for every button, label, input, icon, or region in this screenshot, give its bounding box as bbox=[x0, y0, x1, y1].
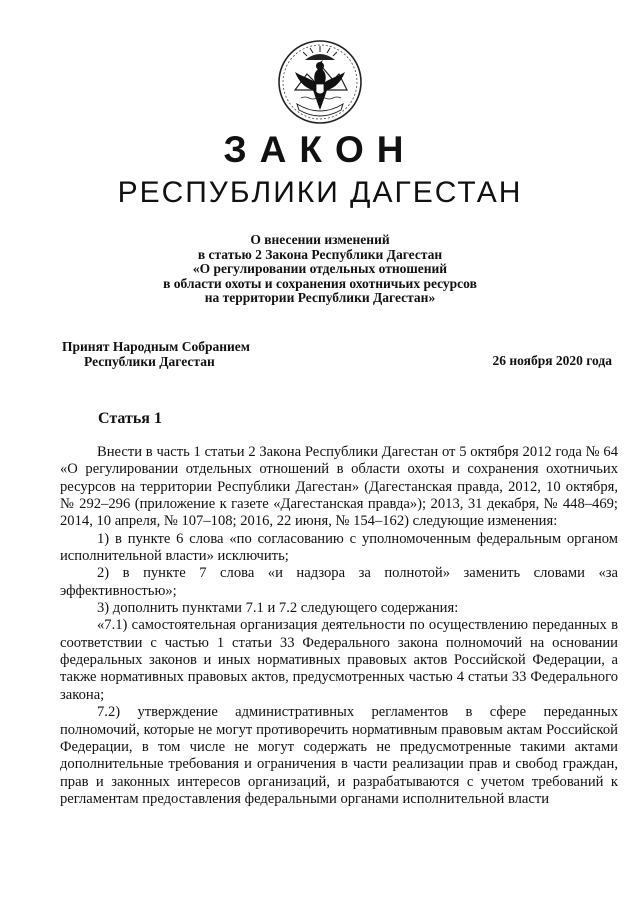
adoption-date: 26 ноября 2020 года bbox=[492, 353, 612, 368]
subject-line: в области охоты и сохранения охотничьих ресурсов bbox=[163, 275, 477, 291]
law-subject bbox=[0, 233, 640, 306]
adopted-by-body: Республики Дагестан bbox=[84, 353, 215, 369]
adopted-by-line: Принят Народным Собранием bbox=[62, 339, 250, 354]
document-subtitle: РЕСПУБЛИКИ ДАГЕСТАН bbox=[117, 176, 523, 209]
subject-line: на территории Республики Дагестан» bbox=[204, 290, 436, 305]
article-paragraph: 1) в пункте 6 слова «по согласованию с уполномоченным федеральным органом исполнительной власти» исключить; bbox=[60, 530, 618, 565]
article-paragraph: 3) дополнить пунктами 7.1 и 7.2 следующего содержания: bbox=[97, 600, 459, 617]
adoption-info bbox=[62, 340, 250, 369]
subject-line: «О регулировании отдельных отношений bbox=[192, 261, 448, 276]
article-paragraph: 2) в пункте 7 слова «и надзора за полнотой» заменить словами «за эффективностью»; bbox=[60, 565, 618, 599]
article-paragraph: 7.2) утверждение административных регламентов в сфере переданных полномочий, которые не могут противоречить нормативным правовым актам Российской Федерации, в том числе не могут содержать не предусмотренные такими актами дополнительные требования и ограничения в части реализации прав и свобод граждан, прав и законных интересов организаций, и разрабатываются с учетом требований к регламентам предоставления федеральными органами исполнительной власти bbox=[60, 704, 618, 807]
coat-of-arms-icon bbox=[275, 38, 365, 126]
article-body bbox=[60, 444, 618, 808]
document-title: ЗАКОН bbox=[223, 129, 417, 170]
subject-line: О внесении изменений bbox=[250, 232, 390, 247]
article-heading: Статья 1 bbox=[98, 410, 162, 427]
article-paragraph: Внести в часть 1 статьи 2 Закона Республики Дагестан от 5 октября 2012 года № 64 «О регулировании отдельных отношений в области охоты и сохранения охотничьих ресурсов на территории Республики Дагестан» (Дагестанская правда, 2012, 10 октября, № 292–296 (приложение к газете «Дагестанская правда»); 2013, 31 декабря, № 448–469; 2014, 10 апреля, № 107–108; 2016, 22 июня, № 154–162) следующие изменения: bbox=[60, 444, 618, 530]
subject-line: в статью 2 Закона Республики Дагестан bbox=[197, 246, 443, 262]
article-paragraph: «7.1) самостоятельная организация деятельности по осуществлению переданных в соответствии с частью 1 статьи 33 Федерального закона полномочий на основании федеральных законов и иных нормативных правовых актов Российской Федерации, а также нормативных правовых актов, предусмотренных частью 4 статьи 33 Федерального закона; bbox=[60, 617, 618, 703]
